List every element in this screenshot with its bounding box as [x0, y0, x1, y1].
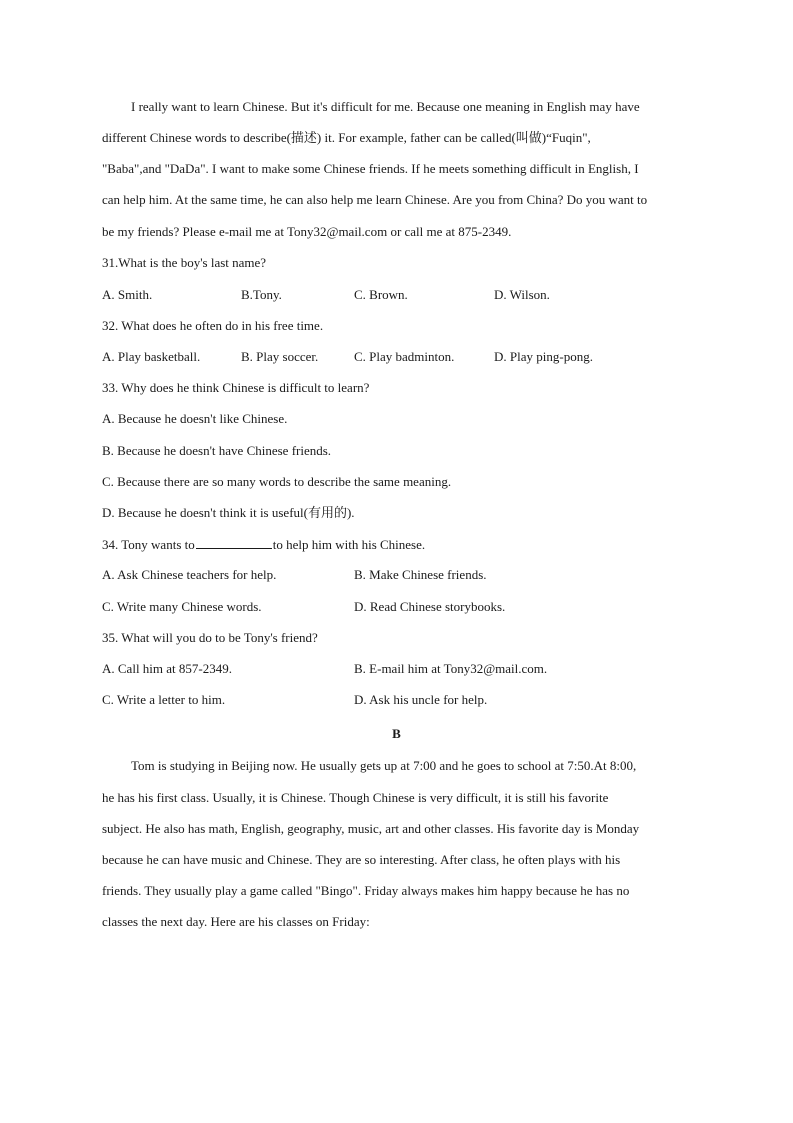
question-stem: 32. What does he often do in his free time.	[102, 318, 324, 333]
option-c: C. Brown.	[354, 287, 408, 302]
passage-line: subject. He also has math, English, geography, music, art and other classes. His favorite day is Monday	[102, 821, 640, 836]
option-c: C. Write a letter to him.	[102, 692, 226, 707]
passage-line: "Baba",and "DaDa". I want to make some Chinese friends. If he meets something difficult in English, I	[102, 161, 639, 176]
question-stem	[102, 536, 702, 553]
option-b: B. Because he doesn't have Chinese friends.	[102, 443, 332, 458]
option-d: D. Because he doesn't think it is useful(有用的).	[102, 505, 355, 520]
option-a: A. Play basketball.	[102, 349, 201, 364]
passage-line: Tom is studying in Beijing now. He usually gets up at 7:00 and he goes to school at 7:50.At 8:00,	[131, 758, 637, 773]
passage-line: different Chinese words to describe(描述) it. For example, father can be called(叫做)“Fuqin",	[102, 130, 591, 145]
stem-before-blank: 34. Tony wants to	[102, 537, 195, 552]
option-b: B. Play soccer.	[241, 349, 319, 364]
passage-line: classes the next day. Here are his classes on Friday:	[102, 914, 370, 929]
answer-blank	[196, 536, 272, 549]
question-stem: 35. What will you do to be Tony's friend?	[102, 630, 318, 645]
option-d: D. Wilson.	[494, 287, 550, 302]
option-d: D. Play ping-pong.	[494, 349, 593, 364]
passage-line: because he can have music and Chinese. They are so interesting. After class, he often plays with his	[102, 852, 621, 867]
option-a: A. Call him at 857-2349.	[102, 661, 232, 676]
option-b: B. Make Chinese friends.	[354, 567, 487, 582]
option-d: D. Read Chinese storybooks.	[354, 599, 506, 614]
question-stem: 33. Why does he think Chinese is difficult to learn?	[102, 380, 370, 395]
option-c: C. Because there are so many words to describe the same meaning.	[102, 474, 452, 489]
section-heading: B	[392, 726, 401, 741]
option-b: B. E-mail him at Tony32@mail.com.	[354, 661, 548, 676]
option-d: D. Ask his uncle for help.	[354, 692, 488, 707]
option-a: A. Smith.	[102, 287, 153, 302]
option-a: A. Ask Chinese teachers for help.	[102, 567, 277, 582]
passage-line: he has his first class. Usually, it is Chinese. Though Chinese is very difficult, it is still his favorite	[102, 790, 609, 805]
passage-line: can help him. At the same time, he can also help me learn Chinese. Are you from China? Do you want to	[102, 192, 648, 207]
option-c: C. Play badminton.	[354, 349, 455, 364]
option-b: B.Tony.	[241, 287, 282, 302]
option-c: C. Write many Chinese words.	[102, 599, 262, 614]
passage-line: be my friends? Please e-mail me at Tony32@mail.com or call me at 875-2349.	[102, 224, 512, 239]
passage-line: I really want to learn Chinese. But it's difficult for me. Because one meaning in English may have	[131, 99, 640, 114]
stem-after-blank: to help him with his Chinese.	[272, 537, 426, 552]
option-a: A. Because he doesn't like Chinese.	[102, 411, 288, 426]
passage-line: friends. They usually play a game called "Bingo". Friday always makes him happy because he has no	[102, 883, 630, 898]
question-stem: 31.What is the boy's last name?	[102, 255, 267, 270]
